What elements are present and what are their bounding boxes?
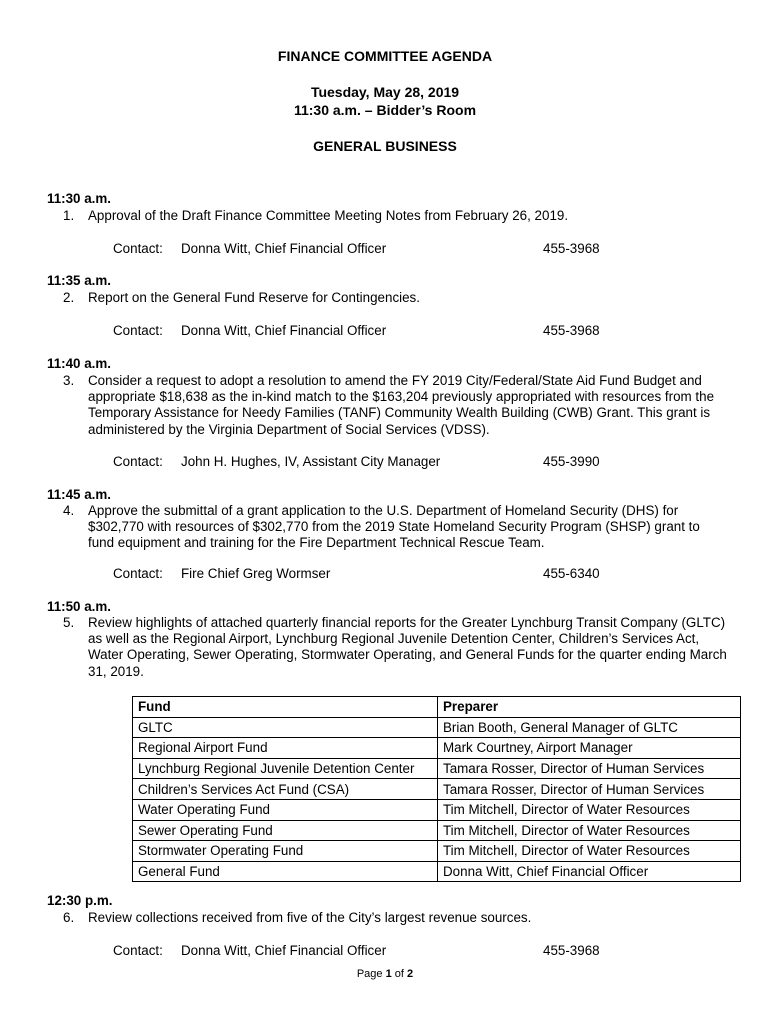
item-number: 3. <box>63 373 75 388</box>
item-time: 11:50 a.m. <box>47 599 112 614</box>
table-row <box>133 841 741 862</box>
contact-phone: 455-3968 <box>543 943 600 958</box>
page-number: 1 <box>385 968 392 980</box>
item-number: 4. <box>63 503 75 518</box>
fund-cell: General Fund <box>133 861 438 882</box>
item-text: Review highlights of attached quarterly financial reports for the Greater Lynchburg Transit Company (GLTC) as well as the Regional Airport, Lynchburg Regional Juvenile Detention Center, Children’s Services Act, Water Operating, Sewer Operating, Stormwater Operating, and General Funds for the quarter ending March 31, 2019. <box>88 615 727 679</box>
item-time: 11:35 a.m. <box>47 273 112 288</box>
table-row <box>133 758 741 779</box>
preparer-cell: Tim Mitchell, Director of Water Resources <box>438 820 741 841</box>
item-number: 6. <box>63 910 75 925</box>
header-fund: Fund <box>133 697 438 718</box>
contact-label: Contact: <box>113 454 163 469</box>
preparer-cell: Tim Mitchell, Director of Water Resources <box>438 841 741 862</box>
table-header-row <box>133 697 741 718</box>
item-text: Consider a request to adopt a resolution to amend the FY 2019 City/Federal/State Aid Fund Budget and appropriate $18,638 as the in-kind match to the $163,204 previously appropriated with resources from the Temporary Assistance for Needy Families (TANF) Community Wealth Building (CWB) Grant. This grant is administered by the Virginia Department of Social Services (VDSS). <box>88 373 715 437</box>
fund-cell: GLTC <box>133 717 438 738</box>
preparer-cell: Tim Mitchell, Director of Water Resources <box>438 799 741 820</box>
page-title: FINANCE COMMITTEE AGENDA <box>277 48 493 64</box>
contact-label: Contact: <box>113 323 163 338</box>
contact-label: Contact: <box>113 566 163 581</box>
table-row <box>133 861 741 882</box>
contact-phone: 455-3968 <box>543 241 600 256</box>
contact-label: Contact: <box>113 943 163 958</box>
fund-cell: Water Operating Fund <box>133 799 438 820</box>
contact-phone: 455-6340 <box>543 566 600 581</box>
contact-name: Donna Witt, Chief Financial Officer <box>181 943 387 958</box>
page-total: 2 <box>407 968 414 980</box>
fund-cell: Stormwater Operating Fund <box>133 841 438 862</box>
item-number: 1. <box>63 208 75 223</box>
item-number: 2. <box>63 290 75 305</box>
item-time: 11:30 a.m. <box>47 191 112 206</box>
header-preparer: Preparer <box>438 697 741 718</box>
item-text: Report on the General Fund Reserve for Contingencies. <box>88 290 420 305</box>
table-row <box>133 717 741 738</box>
contact-label: Contact: <box>113 241 163 256</box>
section-heading: GENERAL BUSINESS <box>313 138 457 154</box>
item-time: 11:45 a.m. <box>47 487 112 502</box>
contact-phone: 455-3990 <box>543 454 600 469</box>
contact-name: John H. Hughes, IV, Assistant City Manager <box>181 454 441 469</box>
preparer-cell: Donna Witt, Chief Financial Officer <box>438 861 741 882</box>
preparer-cell: Tamara Rosser, Director of Human Services <box>438 758 741 779</box>
table-row <box>133 820 741 841</box>
meeting-time-location: 11:30 a.m. – Bidder’s Room <box>293 102 477 118</box>
table-row <box>133 779 741 800</box>
contact-name: Fire Chief Greg Wormser <box>181 566 331 581</box>
preparer-cell: Tamara Rosser, Director of Human Services <box>438 779 741 800</box>
fund-cell: Sewer Operating Fund <box>133 820 438 841</box>
item-time: 11:40 a.m. <box>47 356 112 371</box>
table-row <box>133 738 741 759</box>
fund-preparer-table <box>132 696 741 882</box>
fund-cell: Children’s Services Act Fund (CSA) <box>133 779 438 800</box>
contact-name: Donna Witt, Chief Financial Officer <box>181 323 387 338</box>
item-text: Review collections received from five of the City’s largest revenue sources. <box>88 910 532 925</box>
preparer-cell: Mark Courtney, Airport Manager <box>438 738 741 759</box>
page-word: Page <box>356 968 383 980</box>
contact-phone: 455-3968 <box>543 323 600 338</box>
table-row <box>133 799 741 820</box>
item-text: Approval of the Draft Finance Committee Meeting Notes from February 26, 2019. <box>88 208 569 223</box>
meeting-date: Tuesday, May 28, 2019 <box>310 84 460 100</box>
preparer-cell: Brian Booth, General Manager of GLTC <box>438 717 741 738</box>
fund-cell: Lynchburg Regional Juvenile Detention Center <box>133 758 438 779</box>
of-word: of <box>394 968 404 980</box>
item-text: Approve the submittal of a grant application to the U.S. Department of Homeland Security (DHS) for $302,770 with resources of $302,770 from the 2019 State Homeland Security Program (SHSP) grant to fund equipment and training for the Fire Department Technical Rescue Team. <box>88 503 700 551</box>
item-time: 12:30 p.m. <box>47 893 113 908</box>
contact-name: Donna Witt, Chief Financial Officer <box>181 241 387 256</box>
item-number: 5. <box>63 615 75 630</box>
fund-cell: Regional Airport Fund <box>133 738 438 759</box>
page-footer <box>0 968 770 980</box>
